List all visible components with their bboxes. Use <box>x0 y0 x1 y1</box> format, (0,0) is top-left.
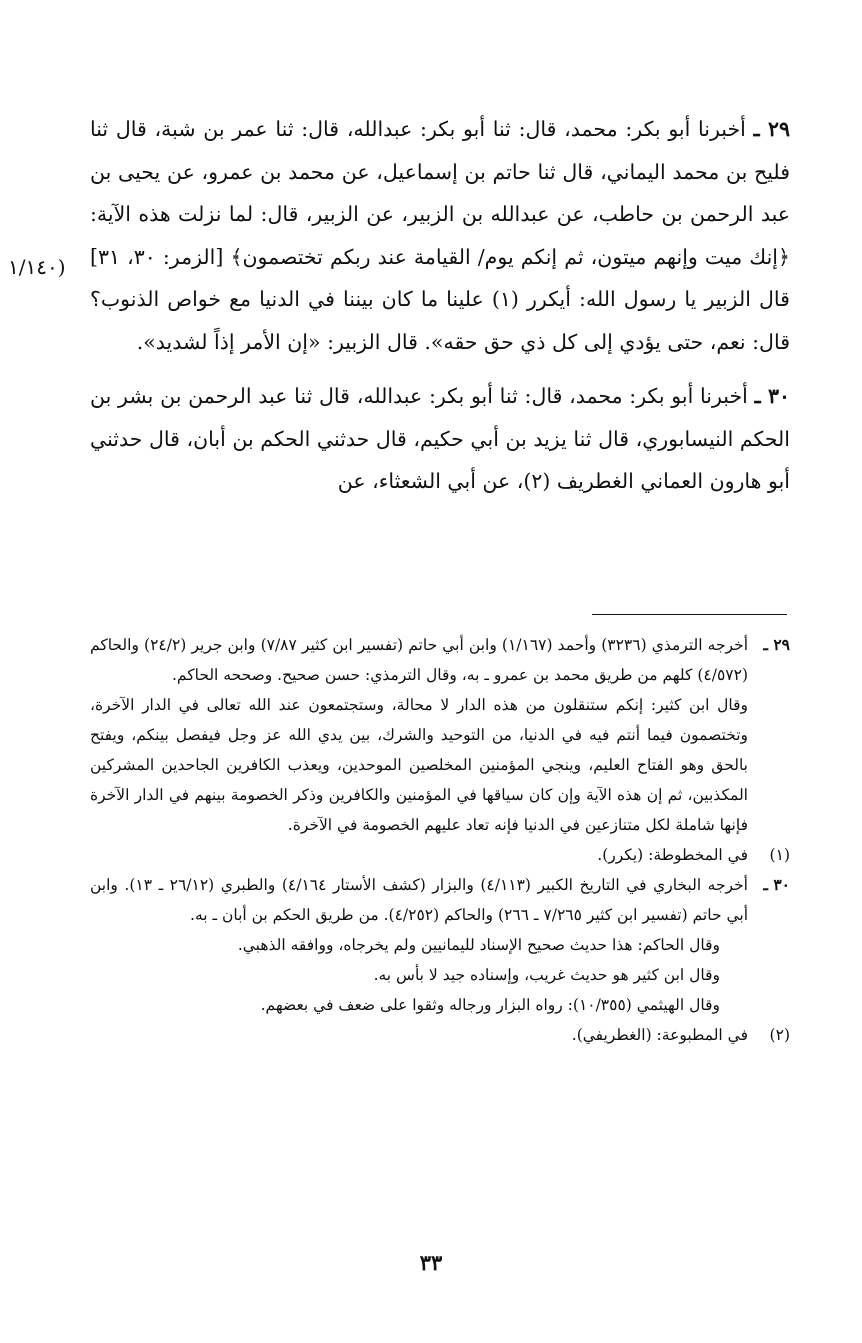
hadith-text: أخبرنا أبو بكر: محمد، قال: ثنا أبو بكر: عبدالله، قال ثنا عبد الرحمن بن بشر بن الحكم النيسابوري، قال ثنا يزيد بن أبي حكيم، قال حدثني الحكم بن أبان، قال حدثني أبو هارون العماني الغطريف (٢)، عن أبي الشعثاء، عن <box>90 384 790 493</box>
page-number: ٣٣ <box>419 1250 443 1275</box>
footnote-label: ٣٠ ـ <box>763 875 790 894</box>
footnote-label: (١) <box>769 846 790 864</box>
footnote-text: في المطبوعة: (الغطريفي). <box>571 1026 748 1044</box>
footnote-30 <box>90 870 790 1020</box>
footnote-text: وقال الهيثمي (١٠/٣٥٥): رواه البزار ورجاله وثقوا على ضعف في بعضهم. <box>260 996 720 1014</box>
footnote-label: ٢٩ ـ <box>763 635 790 654</box>
footnote-1 <box>90 840 790 870</box>
footnote-text: وقال ابن كثير هو حديث غريب، وإسناده جيد لا بأس به. <box>373 966 720 984</box>
footnote-text: أخرجه البخاري في التاريخ الكبير (٤/١١٣) والبزار (كشف الأستار ٤/١٦٤) والطبري (٢٦/١٢ ـ ١٣). وابن أبي حاتم (تفسير ابن كثير ٧/٢٦٥ ـ ٢٦٦) والحاكم (٤/٢٥٢). من طريق الحكم بن أبان ـ به. <box>90 876 748 924</box>
hadith-29 <box>90 108 790 363</box>
footnotes <box>90 630 790 1050</box>
footnote-2 <box>90 1020 790 1050</box>
footnote-text: وقال ابن كثير: إنكم ستنقلون من هذه الدار لا محالة، وستجتمعون عند الله تعالى في الدار الآخرة، وتختصمون فيما أنتم فيه في الدنيا، من التوحيد والشرك، بين يدي الله عز وجل فيفصل بينكم، ويفتح بالحق وهو الفتاح العليم، وينجي المؤمنين المخلصين الموحدين، ويعذب الكافرين الجاحدين المشركين المكذبين، ثم إن هذه الآية وإن كان سياقها في المؤمنين والكافرين وذكر الخصومة بينهم في الدار الآخرة فإنها شاملة لكل متنازعين في الدنيا فإنه تعاد عليهم الخصومة في الآخرة. <box>90 696 748 834</box>
hadith-number: ٣٠ ـ <box>754 384 790 408</box>
footnote-29 <box>90 630 790 840</box>
footnote-text: وقال الحاكم: هذا حديث صحيح الإسناد لليمانيين ولم يخرجاه، ووافقه الذهبي. <box>237 936 720 954</box>
hadith-number: ٢٩ ـ <box>753 117 790 141</box>
manuscript-folio-ref: (١/١٤٠ <box>8 255 66 279</box>
footnote-text: في المخطوطة: (يكرر). <box>597 846 748 864</box>
footnote-text: أخرجه الترمذي (٣٢٣٦) وأحمد (١/١٦٧) وابن أبي حاتم (تفسير ابن كثير ٧/٨٧) وابن جرير (٢٤/٢) والحاكم (٤/٥٧٢) كلهم من طريق محمد بن عمرو ـ به، وقال الترمذي: حسن صحيح. وصححه الحاكم. <box>90 636 748 684</box>
footnote-label: (٢) <box>769 1026 790 1044</box>
main-text <box>90 108 790 503</box>
hadith-text: أخبرنا أبو بكر: محمد، قال: ثنا أبو بكر: عبدالله، قال: ثنا عمر بن شبة، قال ثنا فليح بن محمد اليماني، قال ثنا حاتم بن إسماعيل، عن محمد بن عمرو، عن يحيى بن عبد الرحمن بن حاطب، عن عبدالله بن الزبير، عن الزبير، قال: لما نزلت هذه الآية: ﴿إنك ميت وإنهم ميتون، ثم إنكم يوم/ القيامة عند ربكم تختصمون﴾ [الزمر: ٣٠، ٣١] قال الزبير يا رسول الله: أيكرر (١) علينا ما كان بيننا في الدنيا مع خواص الذنوب؟ قال: نعم، حتى يؤدي إلى كل ذي حق حقه». قال الزبير: «إن الأمر إذاً لشديد». <box>90 117 791 354</box>
hadith-30 <box>90 375 790 503</box>
footnote-divider <box>592 614 787 615</box>
